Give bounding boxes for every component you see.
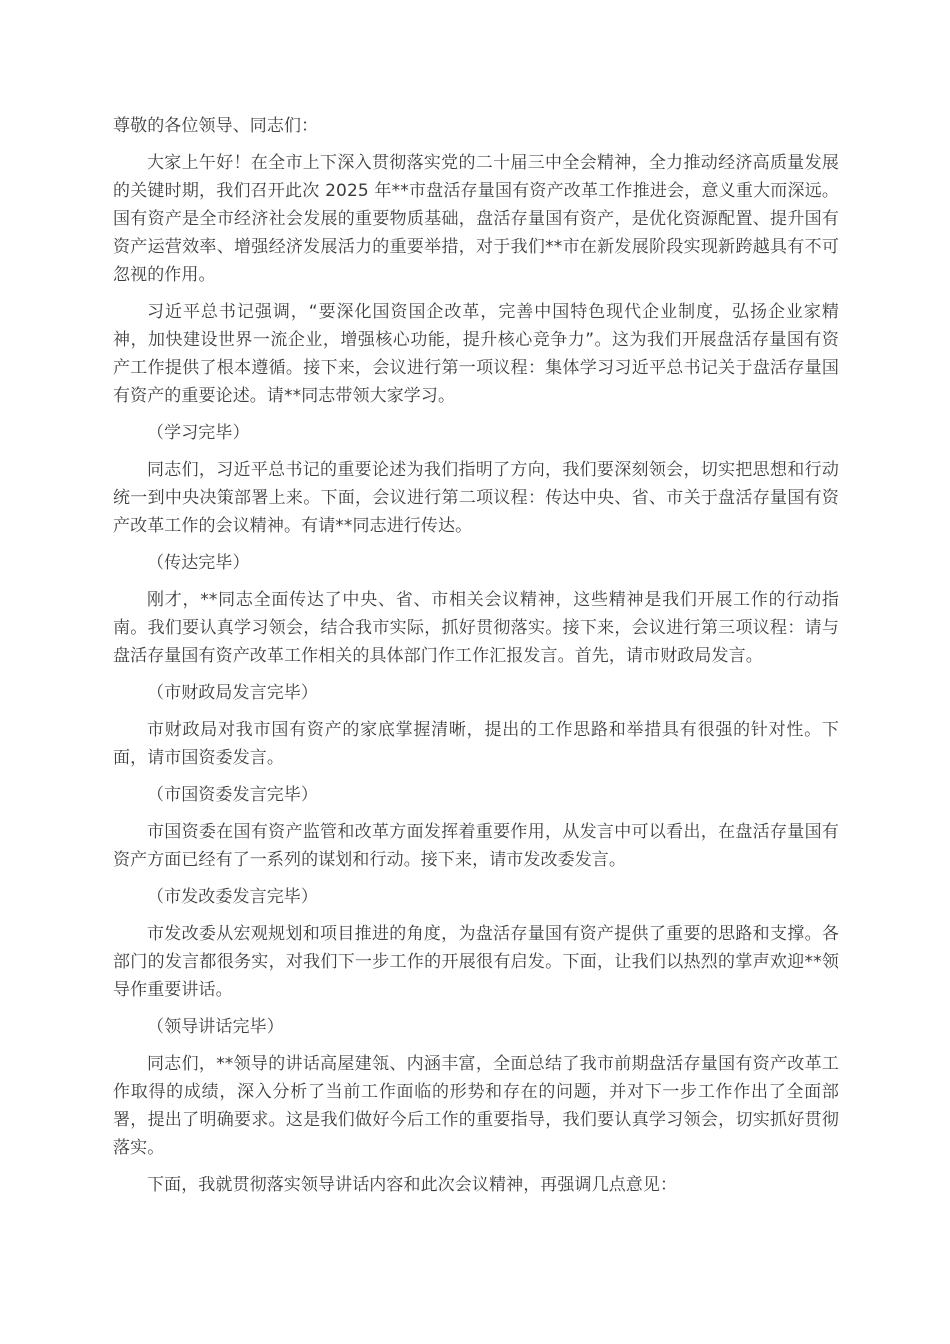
marker-finance-bureau-complete: （市财政局发言完毕） (147, 683, 318, 703)
salutation-line: 尊敬的各位领导、同志们： (113, 116, 319, 136)
document-body (113, 112, 839, 1199)
opening-paragraph: 大家上午好！在全市上下深入贯彻落实党的二十届三中全会精神，全力推动经济高质量发展的关键时期，我们召开此次 2025 年**市盘活存量国有资产改革工作推进会，意义重大而深远。国有资产是全市经济社会发展的重要物质基础，盘活存量国有资产，是优化资源配置、提升国有资产运营效率、增强经济发展活力的重要举措，对于我们**市在新发展阶段实现新跨越具有不可忽视的作用。 (113, 153, 839, 285)
closing-transition-paragraph: 下面，我就贯彻落实领导讲话内容和此次会议精神，再强调几点意见： (147, 1175, 678, 1195)
document-blocks (113, 149, 839, 1199)
marker-study-complete: （学习完毕） (147, 423, 250, 443)
finance-bureau-comment-paragraph: 市财政局对我市国有资产的家底掌握清晰，提出的工作思路和举措具有很强的针对性。下面，请市国资委发言。 (113, 720, 839, 768)
leader-speech-comment-paragraph: 同志们，**领导的讲话高屋建瓴、内涵丰富，全面总结了我市前期盘活存量国有资产改革工作取得的成绩，深入分析了当前工作面临的形势和存在的问题，并对下一步工作作出了全面部署，提出了明确要求。这是我们做好今后工作的重要指导，我们要认真学习领会，切实抓好贯彻落实。 (113, 1054, 839, 1158)
marker-relay-complete: （传达完毕） (147, 553, 250, 573)
agenda-item-one-paragraph: 习近平总书记强调，“要深化国资国企改革，完善中国特色现代企业制度，弘扬企业家精神，加快建设世界一流企业，增强核心功能，提升核心竞争力”。这为我们开展盘活存量国有资产工作提供了根本遵循。接下来，会议进行第一项议程：集体学习习近平总书记关于盘活存量国有资产的重要论述。请**同志带领大家学习。 (113, 302, 839, 406)
sasac-comment-paragraph: 市国资委在国有资产监管和改革方面发挥着重要作用，从发言中可以看出，在盘活存量国有资产方面已经有了一系列的谋划和行动。接下来，请市发改委发言。 (113, 822, 839, 870)
agenda-item-three-paragraph: 刚才，**同志全面传达了中央、省、市相关会议精神，这些精神是我们开展工作的行动指南。我们要认真学习领会，结合我市实际，抓好贯彻落实。接下来，会议进行第三项议程：请与盘活存量国有资产改革工作相关的具体部门作工作汇报发言。首先，请市财政局发言。 (113, 590, 839, 666)
ndrc-comment-paragraph: 市发改委从宏观规划和项目推进的角度，为盘活存量国有资产提供了重要的思路和支撑。各部门的发言都很务实，对我们下一步工作的开展很有启发。下面，让我们以热烈的掌声欢迎**领导作重要讲话。 (113, 924, 839, 1000)
marker-sasac-complete: （市国资委发言完毕） (147, 785, 318, 805)
marker-ndrc-complete: （市发改委发言完毕） (147, 887, 318, 907)
agenda-item-two-paragraph: 同志们，习近平总书记的重要论述为我们指明了方向，我们要深刻领会，切实把思想和行动统一到中央决策部署上来。下面，会议进行第二项议程：传达中央、省、市关于盘活存量国有资产改革工作的会议精神。有请**同志进行传达。 (113, 460, 839, 536)
marker-leader-speech-complete: （领导讲话完毕） (147, 1017, 284, 1037)
